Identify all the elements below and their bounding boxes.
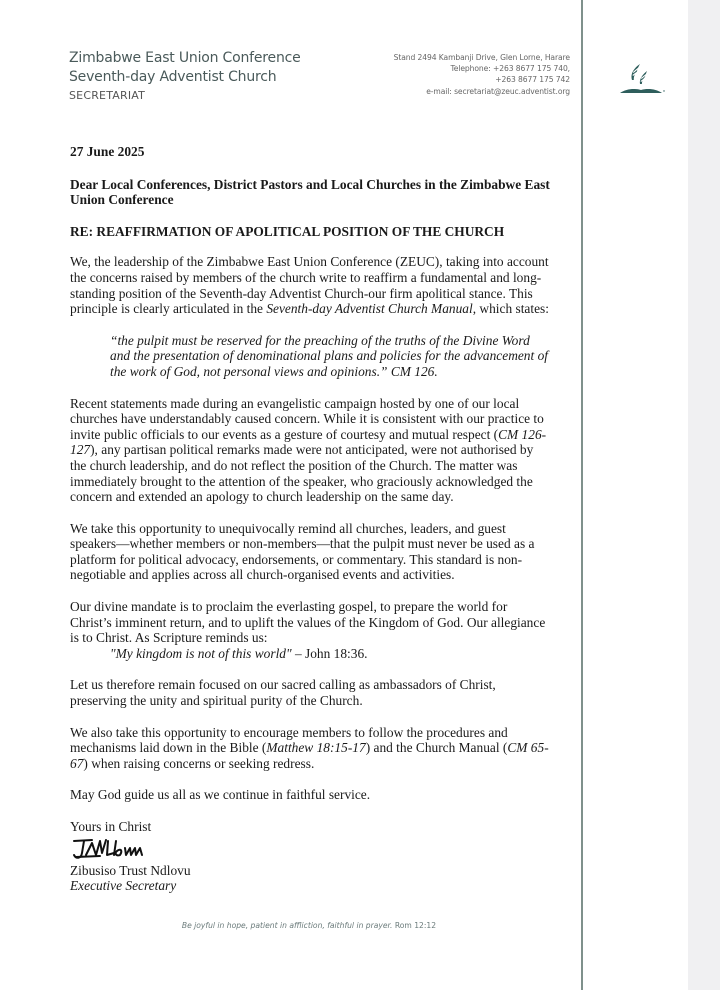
paragraph-2-text-end: ), any partisan political remarks made were not anticipated, were not authorised by the church leadership, and do not reflect the position of the Church. The matter was immediately brought to the attention of the speaker, who graciously acknowledged the concern and extended an apology to church leadership on the same day.: [70, 442, 534, 505]
paragraph-1-text-end: , which states:: [472, 301, 549, 317]
paragraph-2: [70, 396, 550, 505]
church-manual-title: Seventh-day Adventist Church Manual: [266, 301, 473, 317]
telephone-2: +263 8677 175 742: [495, 75, 570, 85]
signatory-name: Zibusiso Trust Ndlovu: [70, 862, 191, 878]
paragraph-3: We take this opportunity to unequivocally remind all churches, leaders, and guest speakers—whether members or non-members—that the pulpit must never be used as a platform for political advocacy, endorsements, or commentary. This standard is non-negotiable and applies across all church-organised events and activities.: [70, 520, 535, 583]
paragraph-4-text: Our divine mandate is to proclaim the everlasting gospel, to prepare the world for Christ’s imminent return, and to uplift the values of the Kingdom of God. Our allegiance is to Christ. As Scripture reminds us:: [70, 599, 546, 646]
letterhead-divider-line: [581, 0, 583, 990]
footer-verse-reference: Rom 12:12: [392, 921, 437, 930]
paragraph-1-text: We, the leadership of the Zimbabwe East Union Conference (ZEUC), taking into account the concerns raised by members of the church write to reaffirm a fundamental and long-standing position of the Seventh-day Adventist Church-our firm apolitical stance. This principle is clearly articulated in the: [70, 254, 549, 317]
address: Stand 2494 Kambanji Drive, Glen Lorne, Harare: [393, 53, 570, 62]
scripture-reference: – John 18:36.: [291, 645, 368, 661]
matthew-reference: Matthew 18:15-17: [266, 740, 366, 756]
footer-motto: [0, 921, 600, 930]
letterhead-contact-block: [394, 52, 570, 97]
letter-date: 27 June 2025: [70, 144, 145, 159]
paragraph-6-text: We also take this opportunity to encourage members to follow the procedures and mechanisms laid down in the Bible (: [70, 724, 508, 756]
telephone-1: Telephone: +263 8677 175 740,: [450, 64, 570, 74]
scripture-quote: [70, 646, 368, 661]
org-name: Zimbabwe East Union Conference: [69, 50, 301, 66]
letterhead-organization: [69, 49, 301, 104]
adventist-logo-icon: [618, 62, 666, 98]
letter-closing: Yours in Christ: [70, 819, 152, 834]
paragraph-7: May God guide us all as we continue in faithful service.: [70, 787, 371, 803]
cm-reference-2: CM 65-67: [70, 740, 549, 771]
paragraph-6: [70, 725, 550, 772]
signature-image: [70, 835, 170, 863]
letter-body: [70, 144, 550, 894]
department-name: SECRETARIAT: [69, 89, 146, 102]
email: e-mail: secretariat@zeuc.adventist.org: [426, 86, 570, 96]
letter-subject: RE: REAFFIRMATION OF APOLITICAL POSITION OF THE CHURCH: [70, 223, 505, 239]
cm-reference: CM 126-127: [70, 426, 547, 458]
signatory-title: Executive Secretary: [70, 878, 177, 894]
paragraph-1: [70, 254, 550, 316]
scripture-quote-text: "My kingdom is not of this world": [110, 645, 292, 661]
page-margin-panel: [688, 0, 720, 990]
church-manual-quote: “the pulpit must be reserved for the preaching of the truths of the Divine Word and the presentation of denominational plans and policies for the advancement of the work of God, not personal views and opinions.” CM 126.: [110, 332, 548, 379]
paragraph-6-text-end: ) when raising concerns or seeking redress.: [83, 755, 315, 771]
footer-verse: Be joyful in hope, patient in affliction, faithful in prayer.: [181, 921, 393, 930]
paragraph-5: Let us therefore remain focused on our sacred calling as ambassadors of Christ, preserving the unity and spiritual purity of the Church.: [70, 677, 496, 709]
church-name: Seventh-day Adventist Church: [69, 69, 277, 85]
paragraph-6-text-mid: ) and the Church Manual (: [365, 740, 508, 756]
paragraph-2-text: Recent statements made during an evangelistic campaign hosted by one of our local churches have understandably caused concern. While it is consistent with our practice to invite public officials to our events as a gesture of courtesy and mutual respect (: [70, 395, 544, 442]
paragraph-4: [70, 599, 550, 661]
letter-salutation: Dear Local Conferences, District Pastors and Local Churches in the Zimbabwe East Union Conference: [70, 176, 550, 208]
